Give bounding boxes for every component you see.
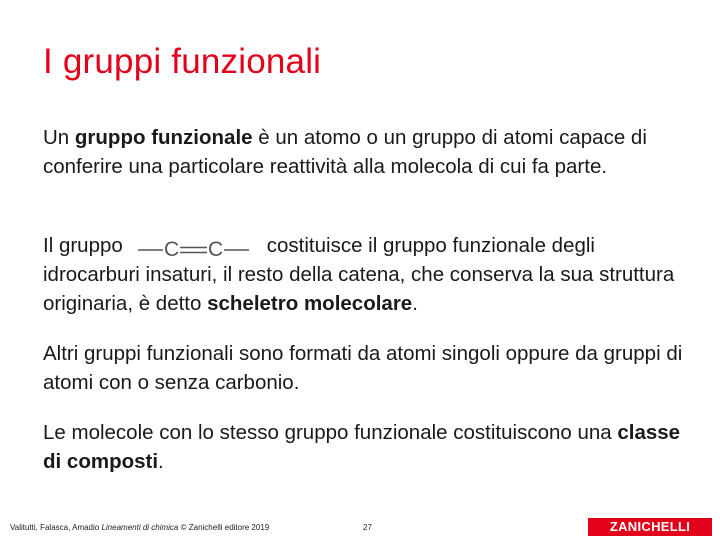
text-span: Le molecole con lo stesso gruppo funzionale costituiscono una	[43, 421, 618, 444]
text-span: costituisce il gruppo funzionale degli idrocarburi insaturi, il resto della catena, che conserva la sua struttura originaria, è detto	[43, 234, 675, 315]
slide-title: I gruppi funzionali	[43, 42, 322, 81]
credit-publisher: © Zanichelli editore 2019	[178, 523, 270, 532]
bold-term-scheletro-molecolare: scheletro molecolare	[207, 292, 413, 315]
text-span: Il gruppo	[43, 234, 123, 257]
paragraph-functional-group-definition	[43, 123, 693, 181]
text-span: .	[412, 292, 418, 315]
text-span: Un	[43, 126, 75, 149]
paragraph-unsaturated-hydrocarbons	[43, 231, 693, 318]
zanichelli-logo: ZANICHELLI	[588, 518, 712, 536]
text-span: è un atomo o un gruppo di atomi capace di conferire una particolare reattività alla molecola di cui fa parte.	[43, 126, 647, 178]
bold-term-classe-di-composti: classe di composti	[43, 421, 681, 473]
text-span: Altri gruppi funzionali sono formati da atomi singoli oppure da gruppi di atomi con o senza carbonio.	[43, 342, 683, 394]
paragraph-compound-classes	[43, 418, 693, 476]
carbon-atom-2: C	[207, 238, 223, 260]
footer-credit	[10, 523, 269, 532]
page-number: 27	[363, 523, 372, 532]
credit-book-title: Lineamenti di chimica	[101, 523, 179, 532]
text-span: .	[158, 450, 164, 473]
carbon-atom-1: C	[163, 238, 179, 260]
credit-authors: Valitutti, Falasca, Amadio	[10, 523, 102, 532]
paragraph-other-functional-groups	[43, 339, 693, 397]
double-bond-formula	[133, 231, 253, 260]
bold-term-gruppo-funzionale: gruppo funzionale	[74, 126, 253, 149]
